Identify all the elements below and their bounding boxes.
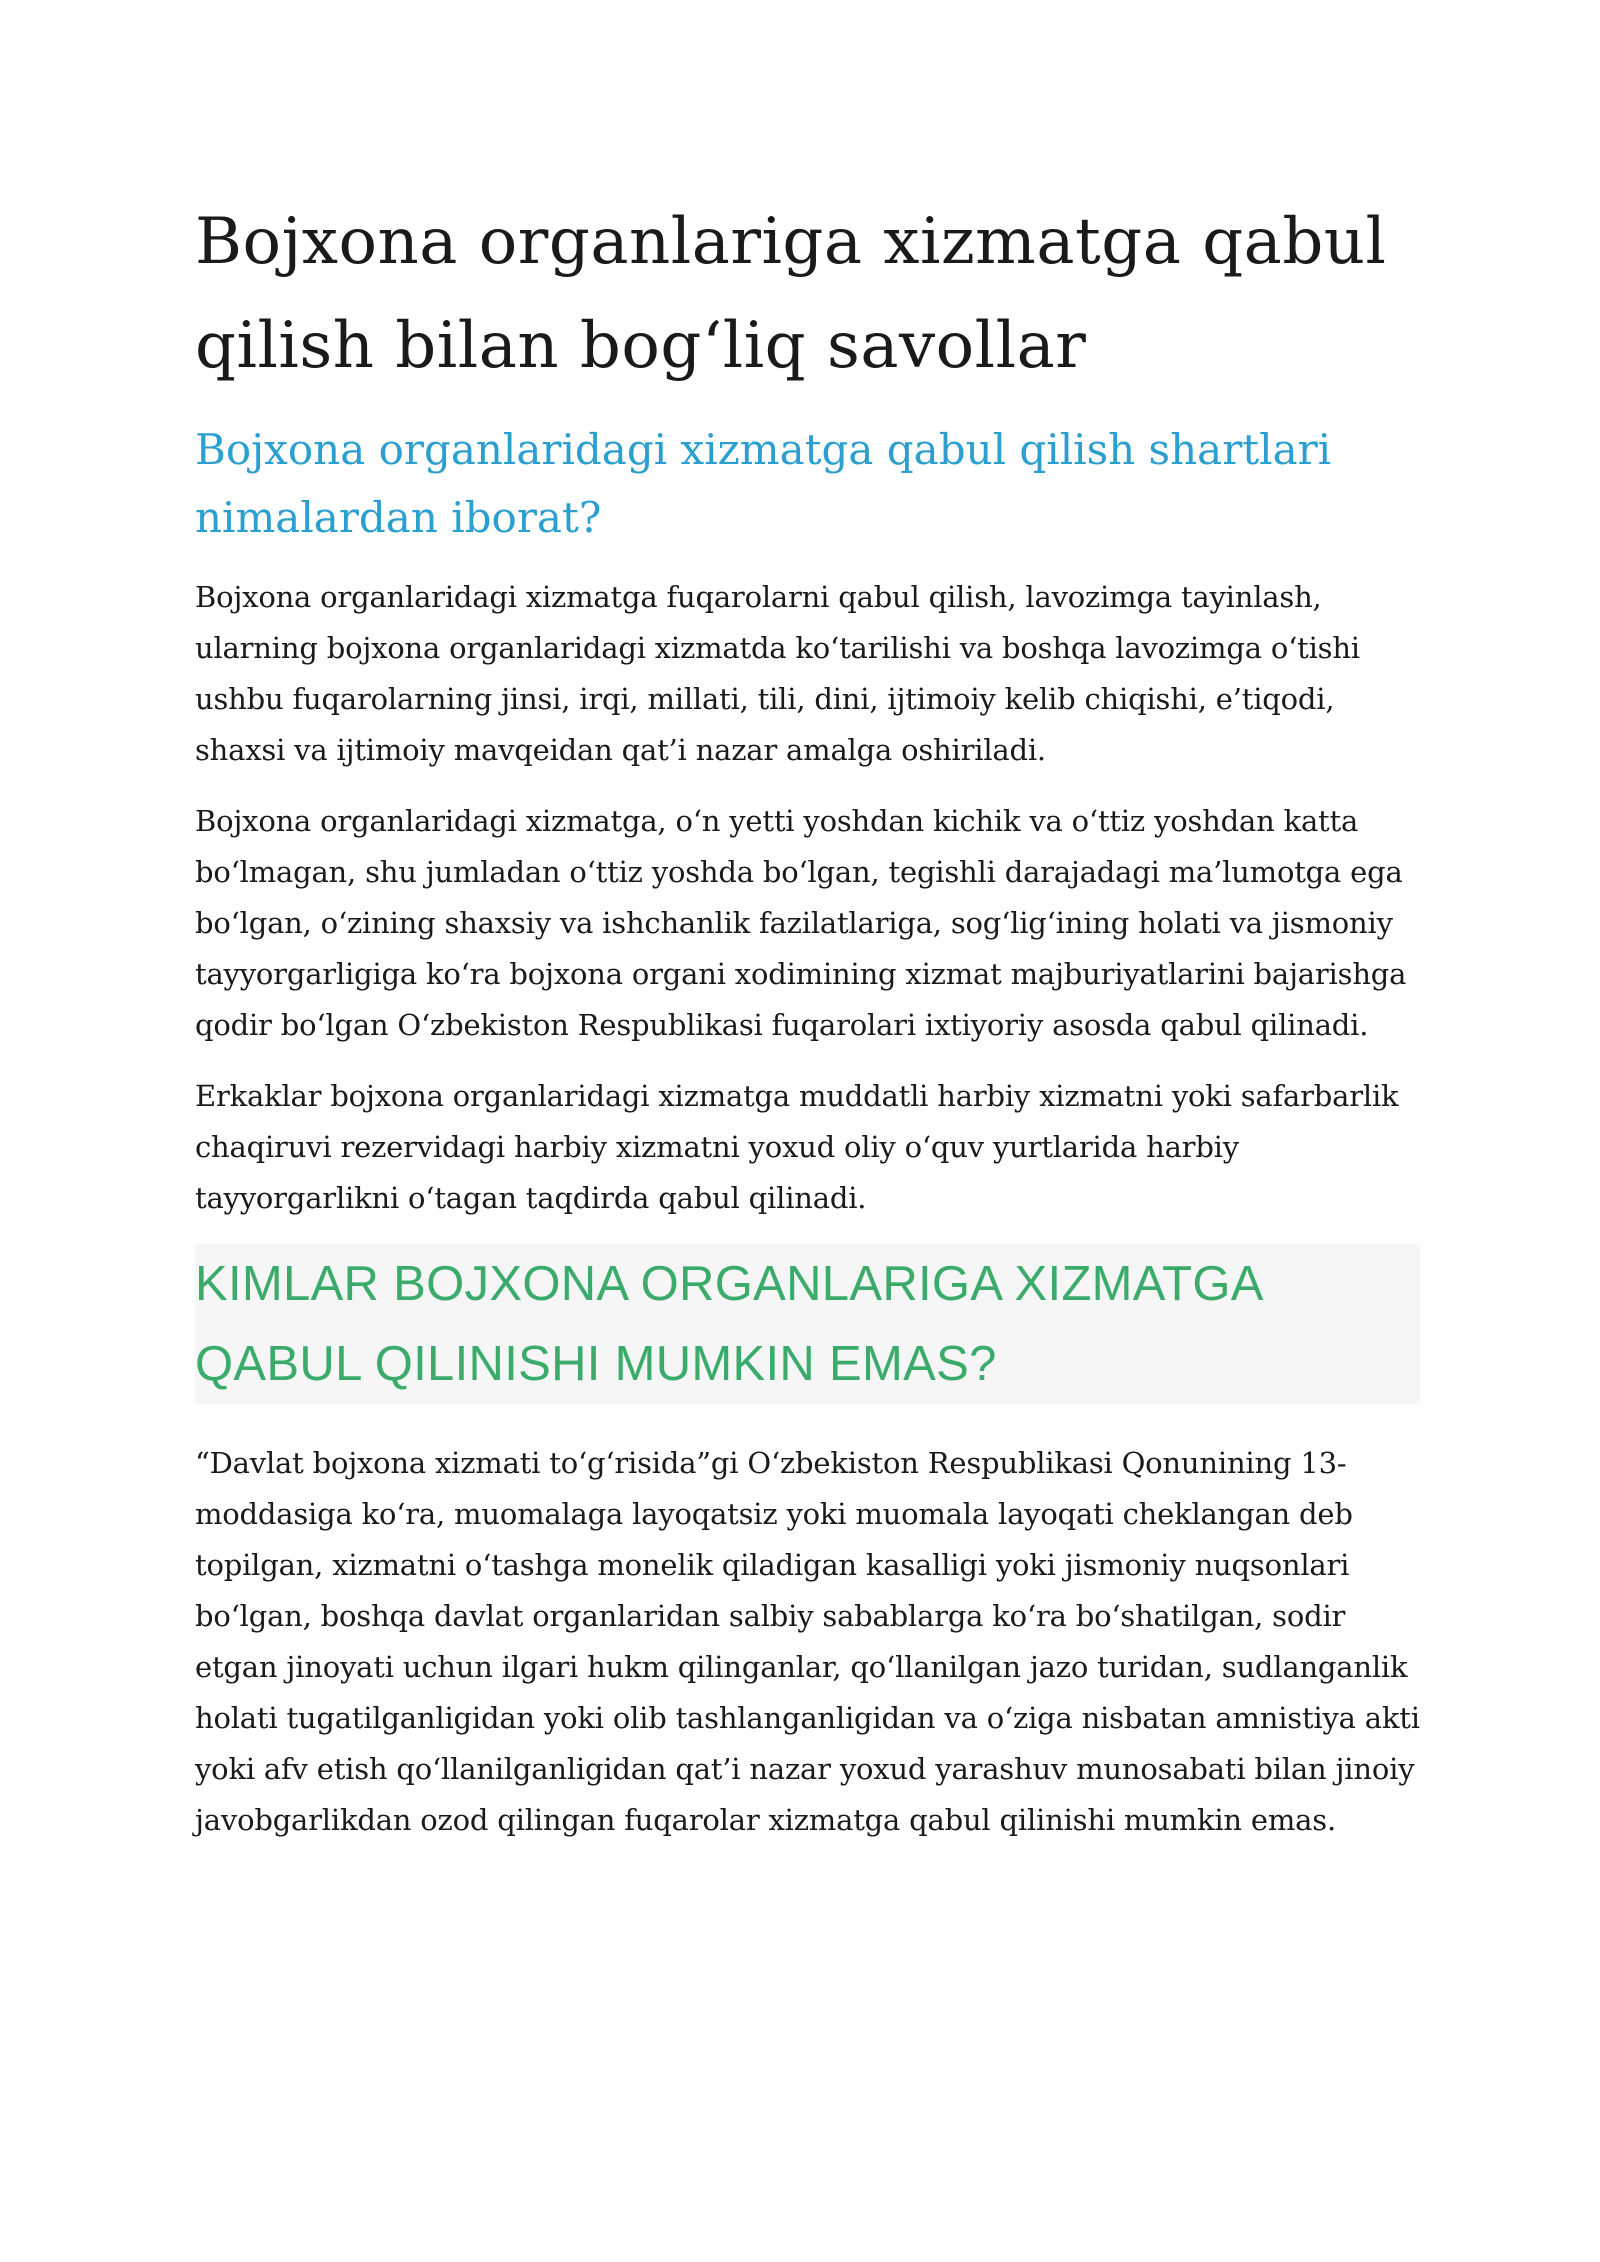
paragraph-3: Erkaklar bojxona organlaridagi xizmatga muddatli harbiy xizmatni yoki safarbarlik chaqiruvi rezervidagi harbiy xizmatni yoxud oliy o‘quv yurtlarida harbiy tayyorgarlikni o‘tagan taqdirda qabul qilinadi. xyxy=(195,1079,1399,1215)
document-title: Bojxona organlariga xizmatga qabul qilish bilan bog‘liq savollar xyxy=(195,205,1387,383)
section-paragraph: “Davlat bojxona xizmati to‘g‘risida”gi O‘zbekiston Respublikasi Qonunining 13-moddasiga ko‘ra, muomalaga layoqatsiz yoki muomala layoqati cheklangan deb topilgan, xizmatni o‘tashga monelik qiladigan kasalligi yoki jismoniy nuqsonlari bo‘lgan, boshqa davlat organlaridan salbiy sabablarga ko‘ra bo‘shatilgan, sodir etgan jinoyati uchun ilgari hukm qilinganlar, qo‘llanilgan jazo turidan, sudlanganlik holati tugatilganligidan yoki olib tashlanganligidan va o‘ziga nisbatan amnistiya akti yoki afv etish qo‘llanilganligidan qat’i nazar yoxud yarashuv munosabati bilan jinoiy javobgarlikdan ozod qilingan fuqarolar xizmatga qabul qilinishi mumkin emas. xyxy=(195,1446,1420,1837)
document-page xyxy=(195,190,1420,1866)
section-heading: KIMLAR BOJXONA ORGANLARIGA XIZMATGA QABUL QILINISHI MUMKIN EMAS? xyxy=(195,1244,1420,1404)
paragraph-1: Bojxona organlaridagi xizmatga fuqarolarni qabul qilish, lavozimga tayinlash, ularning bojxona organlaridagi xizmatda ko‘tarilishi va boshqa lavozimga o‘tishi ushbu fuqarolarning jinsi, irqi, millati, tili, dini, ijtimoiy kelib chiqishi, e’tiqodi, shaxsi va ijtimoiy mavqeidan qat’i nazar amalga oshiriladi. xyxy=(195,580,1360,767)
question-subtitle: Bojxona organlaridagi xizmatga qabul qilish shartlari nimalardan iborat? xyxy=(195,425,1332,542)
paragraph-2: Bojxona organlaridagi xizmatga, o‘n yetti yoshdan kichik va o‘ttiz yoshdan katta bo‘lmagan, shu jumladan o‘ttiz yoshda bo‘lgan, tegishli darajadagi ma’lumotga ega bo‘lgan, o‘zining shaxsiy va ishchanlik fazilatlariga, sog‘lig‘ining holati va jismoniy tayyorgarligiga ko‘ra bojxona organi xodimining xizmat majburiyatlarini bajarishga qodir bo‘lgan O‘zbekiston Respublikasi fuqarolari ixtiyoriy asosda qabul qilinadi. xyxy=(195,804,1407,1042)
